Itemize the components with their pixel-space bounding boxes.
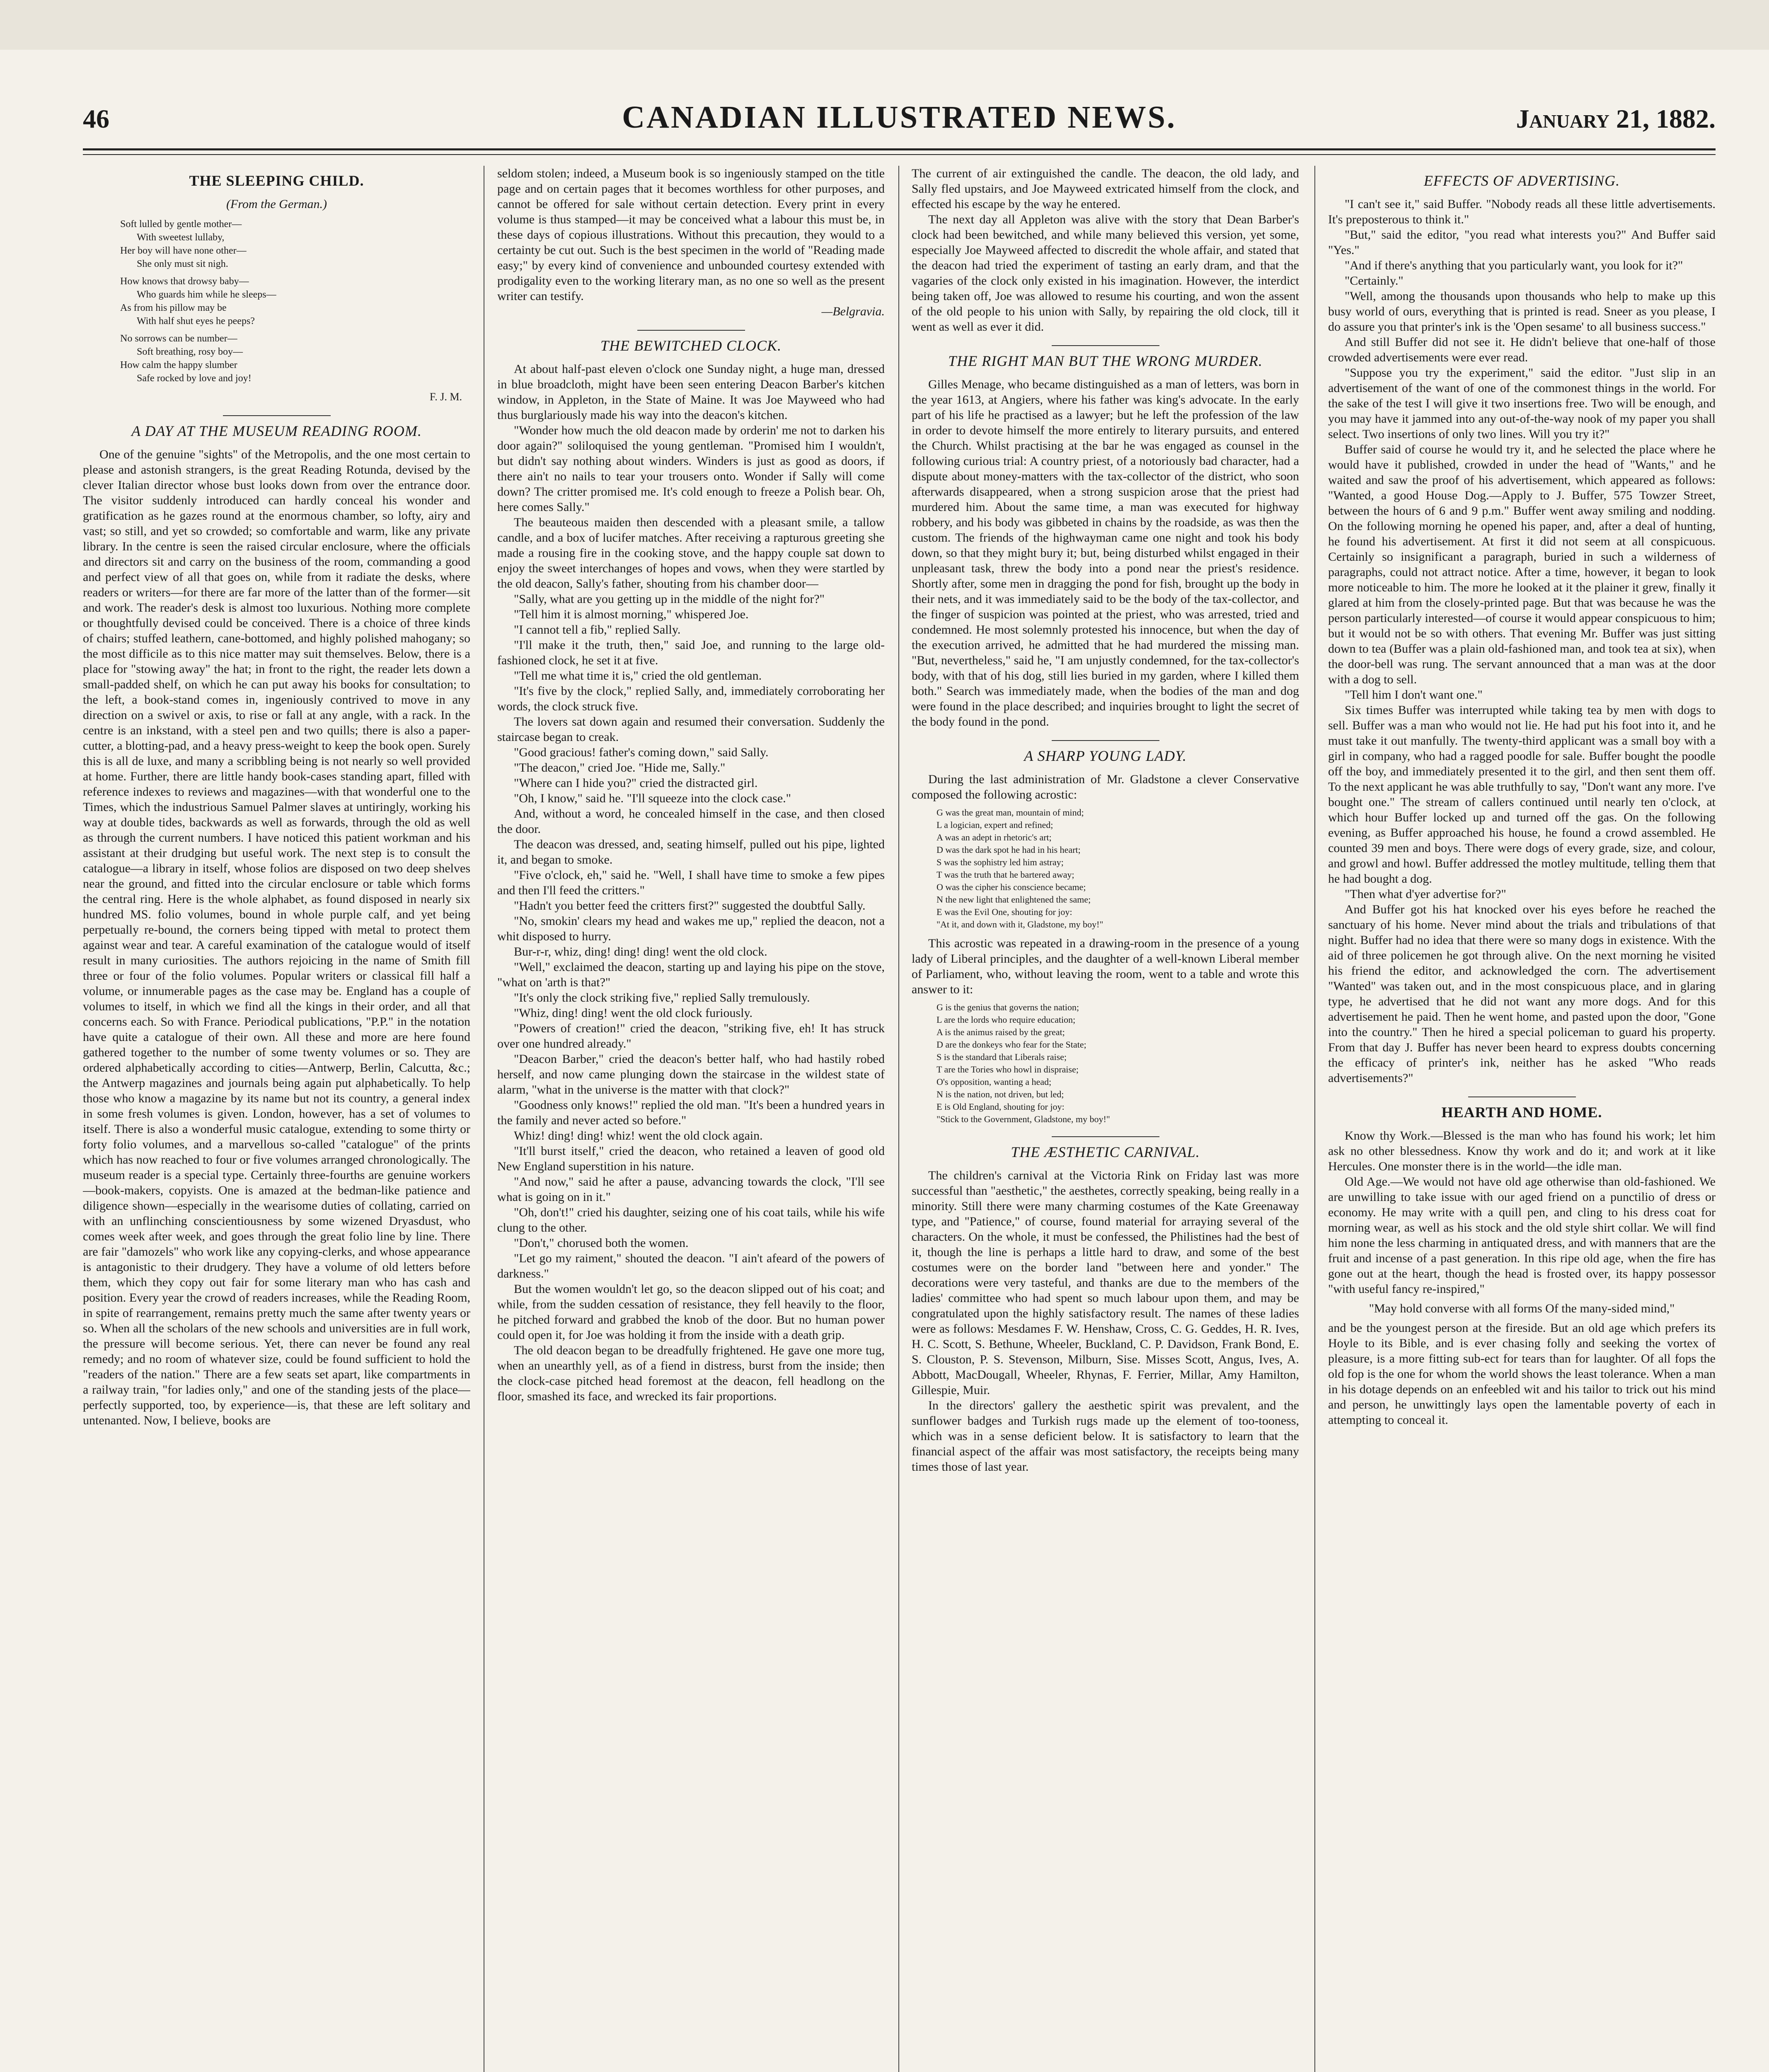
article-paragraph: This acrostic was repeated in a drawing-room in the presence of a young lady of Liberal principles, and the daughter of a well-known Liberal member of Parliament, who, without leaving the room, went to a table and wrote this answer to it: <box>912 937 1299 996</box>
poem-line: With half shut eyes he peeps? <box>137 316 255 327</box>
acrostic-line: E was the Evil One, shouting for joy: <box>937 907 1072 917</box>
poem-source: (From the German.) <box>226 197 327 211</box>
article-paragraph: Old Age.—We would not have old age otherwise than old-fashioned. We are unwilling to take issue with our aged friend on a punctilio of dress or economy. He may write with a quill pen, and cling to his dress coat for morning wear, as well as his stock and the old style shirt collar. We will find him none the less charming in antiquated dress, and with manners that are the fruit and incense of a past generation. In this ripe old age, when the fire has gone out at the heart, though the head is frosted over, its happy possessor "with useful fancy re-inspired," <box>1328 1175 1716 1296</box>
poem-line: As from his pillow may be <box>120 303 227 313</box>
article-paragraph: "Then what d'yer advertise for?" <box>1345 887 1506 901</box>
page-number: 46 <box>83 104 109 133</box>
poem-line: No sorrows can be number— <box>120 333 237 344</box>
column-divider-3 <box>1314 166 1315 2072</box>
article-credit: —Belgravia. <box>821 305 885 318</box>
article-paragraph: "Certainly." <box>1345 274 1404 288</box>
article-paragraph: "Tell me what time it is," cried the old gentleman. <box>514 669 762 683</box>
article-paragraph: "Whiz, ding! ding! went the old clock furiously. <box>514 1006 753 1020</box>
article-paragraph: "Deacon Barber," cried the deacon's better half, who had hastily robed herself, and now came plunging down the staircase in the wildest state of alarm, "what in the universe is the matter with that clock?" <box>497 1052 885 1097</box>
article-title: THE BEWITCHED CLOCK. <box>600 337 782 354</box>
acrostic-line: N the new light that enlightened the same; <box>937 894 1091 905</box>
article-paragraph: and be the youngest person at the fireside. But an old age which prefers its Hoyle to its Bible, and is ever chasing folly and seeking the vortex of pleasure, is a more fitting sub-ect for tears than for laughter. Of all fops the old fop is the one for whom the world shows the least tolerance. When a man in his dotage depends on an enfeebled wit and his tailor to trick out his mind and person, he unwittingly lays open the lamentable poverty of each in attempting to conceal it. <box>1328 1321 1716 1427</box>
article-separator <box>1052 345 1159 346</box>
article-paragraph: The old deacon began to be dreadfully frightened. He gave one more tug, when an unearthly yell, as of a fiend in distress, burst from the inside; then the clock-case pitched head foremost at the deacon, fell headlong on the floor, smashed its face, and wrecked its fair proportions. <box>497 1343 885 1403</box>
article-paragraph: "And if there's anything that you particularly want, you look for it?" <box>1345 259 1683 272</box>
article-paragraph: "No, smokin' clears my head and wakes me up," replied the deacon, not a whit disposed to hurry. <box>497 914 885 943</box>
article-paragraph: "Good gracious! father's coming down," said Sally. <box>514 746 769 759</box>
article-paragraph: "I'll make it the truth, then," said Joe, and running to the large old-fashioned clock, he set it at five. <box>497 638 885 667</box>
article-title: A DAY AT THE MUSEUM READING ROOM. <box>131 423 422 439</box>
article-paragraph: And Buffer got his hat knocked over his eyes before he reached the sanctuary of his home. Never mind about the trials and tribulations of that night. Buffer had no idea that there were so many dogs in existence. With the aid of three policemen he got through alive. On the next morning he visited his friend the editor, and acknowledged the corn. The advertisement "Wanted" was taken out, and in the most conspicuous place, and in glaring type, he advertised that he did not want any more dogs. And for this advertisement he paid. Then he went home, and pasted upon the door, "Gone into the country." Then he hired a special policeman to guard his property. From that day J. Buffer has never been heard to express doubts concerning the efficacy of printer's ink, neither has he asked "Who reads advertisements?" <box>1328 903 1716 1085</box>
poem-line: How calm the happy slumber <box>120 360 237 370</box>
article-separator <box>1052 1136 1159 1137</box>
poem-line: With sweetest lullaby, <box>137 232 225 243</box>
article-paragraph: "Five o'clock, eh," said he. "Well, I shall have time to smoke a few pipes and then I'll feed the critters." <box>497 868 885 897</box>
acrostic-line: N is the nation, not driven, but led; <box>937 1089 1064 1099</box>
masthead: CANADIAN ILLUSTRATED NEWS. <box>622 100 1176 135</box>
article-title: A SHARP YOUNG LADY. <box>1024 748 1187 764</box>
column-1 <box>83 166 470 2072</box>
article-paragraph: Buffer said of course he would try it, and he selected the place where he would have it published, crowded in under the head of "Wants," and he waited and saw the proof of his advertisement, which appeared as follows: "Wanted, a good House Dog.—Apply to J. Buffer, 575 Towzer Street, between the hours of 6 and 9 p.m." Buffer went away smiling and nodding. On the following morning he opened his paper, and, after a deal of hunting, he found his advertisement. At first it did not seem at all conspicuous. Certainly so insignificant a paragraph, buried in such a wilderness of paragraphs, could not attract notice. After a time, however, it began to look more noticeable to him. The more he looked at it the plainer it grew, finally it glared at him from the closely-printed page. But that was because he was the person particularly interested—of course it would appear conspicuous to him; but it would not be so with others. That evening Mr. Buffer was just sitting down to tea (Buffer was a plain old-fashioned man, and took tea at six), when the door-bell was rung. The servant announced that a man was at the door with a dog to sell. <box>1328 443 1716 686</box>
article-paragraph: "Tell him I don't want one." <box>1345 688 1483 702</box>
acrostic-line: "Stick to the Government, Gladstone, my boy!" <box>937 1114 1110 1124</box>
column-2 <box>497 166 885 2072</box>
acrostic-line: A is the animus raised by the great; <box>937 1027 1065 1037</box>
quoted-verse: "May hold converse with all forms Of the many-sided mind," <box>1369 1302 1675 1315</box>
article-separator <box>223 415 331 416</box>
header-rule <box>83 148 1716 150</box>
article-paragraph: And still Buffer did not see it. He didn't believe that one-half of those crowded advertisements were ever read. <box>1328 335 1716 364</box>
article-paragraph: "Let go my raiment," shouted the deacon. "I ain't afeard of the powers of darkness." <box>497 1251 885 1280</box>
article-paragraph: Know thy Work.—Blessed is the man who has found his work; let him ask no other blessedness. Know thy work and do it; and work at it like Hercules. One monster there is in the world—the idle man. <box>1328 1129 1716 1173</box>
article-paragraph: "It'll burst itself," cried the deacon, who retained a leaven of good old New England superstition in his nature. <box>497 1144 885 1173</box>
acrostic-line: O's opposition, wanting a head; <box>937 1077 1052 1087</box>
article-paragraph: "Well," exclaimed the deacon, starting up and laying his pipe on the stove, "what on 'arth is that?" <box>497 960 885 989</box>
article-paragraph: "I can't see it," said Buffer. "Nobody reads all these little advertisements. It's preposterous to think it." <box>1328 197 1716 226</box>
article-paragraph: Whiz! ding! ding! whiz! went the old clock again. <box>514 1129 763 1143</box>
article-paragraph: "It's only the clock striking five," replied Sally tremulously. <box>514 991 810 1005</box>
article-paragraph: "I cannot tell a fib," replied Sally. <box>514 623 681 637</box>
poem-title: THE SLEEPING CHILD. <box>189 172 364 189</box>
article-paragraph: But the women wouldn't let go, so the deacon slipped out of his coat; and while, from the sudden cessation of resistance, they fell heavily to the floor, he pitched forward and grabbed the knob of the door. But no human power could open it, for Joe was holding it from the inside with a death grip. <box>497 1282 885 1342</box>
poem-line: Who guards him while he sleeps— <box>137 289 276 300</box>
article-paragraph: "Suppose you try the experiment," said the editor. "Just slip in an advertisement of the want of one of the commonest things in the world. For the sake of the test I will give it two insertions free. Two will be enough, and you may have it jammed into any out-of-the-way nook of my paper you shall select. Two insertions of only two lines. Will you try it?" <box>1328 366 1716 441</box>
article-paragraph: The deacon was dressed, and, seating himself, pulled out his pipe, lighted it, and began to smoke. <box>497 838 885 867</box>
article-title: EFFECTS OF ADVERTISING. <box>1423 172 1620 189</box>
article-title: HEARTH AND HOME. <box>1441 1104 1602 1121</box>
article-paragraph: "Wonder how much the old deacon made by orderin' me not to darken his door again?" soliloquised the young gentleman. "Promised him I wouldn't, but didn't say nothing about winders. Winders is just as good as doors, if there ain't no nails to tear your trousers onto. Wonder if Sally will come down? The critter promised me. It's cold enough to freeze a Polish bear. Oh, here comes Sally." <box>497 424 885 514</box>
article-paragraph: The children's carnival at the Victoria Rink on Friday last was more successful than "aesthetic," the aesthetes, correctly speaking, being really in a minority. Still there were many charming costumes of the Kate Greenaway type, and "Patience," of course, found material for arraying several of the characters. On the whole, it must be confessed, the Philistines had the best of it, though the line is perhaps a little hard to draw, and some of the best costumes were on the border land "between here and yonder." The decorations were very tasteful, and thanks are due to the members of the ladies' committee who had spent so much labour upon them, and may be congratulated upon the highly satisfactory result. The names of these ladies were as follows: Mesdames F. W. Henshaw, Cross, C. G. Geddes, H. R. Ives, H. C. Scott, S. Bethune, Wheeler, Buckland, C. P. Davidson, Frank Bond, E. S. Clouston, P. S. Stevenson, Milburn, Sise. Misses Scott, Angus, Ives, A. Abbott, MacDougall, Wheeler, Rhynas, F. Ferrier, Millar, Amy Hamilton, Gillespie, Muir. <box>912 1169 1299 1397</box>
poem-line: How knows that drowsy baby— <box>120 276 249 287</box>
article-separator <box>637 330 745 331</box>
poem-line: Safe rocked by love and joy! <box>137 373 252 384</box>
acrostic-line: L a logician, expert and refined; <box>937 820 1053 830</box>
acrostic-line: "At it, and down with it, Gladstone, my boy!" <box>937 919 1104 929</box>
acrostic-line: T was the truth that he bartered away; <box>937 869 1074 880</box>
acrostic-line: T are the Tories who howl in dispraise; <box>937 1064 1079 1075</box>
article-title: THE ÆSTHETIC CARNIVAL. <box>1011 1144 1200 1160</box>
article-paragraph: And, without a word, he concealed himself in the case, and then closed the door. <box>497 807 885 836</box>
article-paragraph: One of the genuine "sights" of the Metropolis, and the one most certain to please and astonish strangers, is the great Reading Rotunda, devised by the clever Italian director whose bust looks down from over the entrance door. The visitor suddenly introduced can hardly conceal his wonder and gratification as he gazes round at the enormous chamber, so lofty, airy and vast; so still, and yet so crowded; so comfortable and warm, like any private library. In the centre is seen the raised circular enclosure, where the officials and directors sit and carry on the business of the room, commanding a good and perfect view of all that goes on, while from it radiate the desks, where readers or writers—for there are far more of the latter than of the former—sit and work. The reader's desk is almost too luxurious. Nothing more complete or thoughtfully devised could be conceived. There is a choice of three kinds of chairs; stuffed leathern, cane-bottomed, and highly polished mahogany; so the most difficile as to this nice matter may suit themselves. Below, there is a place for "stowing away" the hat; in front to the right, the reader lets down a small-padded shelf, on which he can put away his books for consultation; to the left, a book-stand comes in, ingeniously contrived to move in any direction on a swivel or axis, to rise or fall at any angle, with a rack. In the centre is an inkstand, with a steel pen and two quills; there is also a paper-cutter, a blotting-pad, and a heavy press-weight to keep the book open. Surely this is all de luxe, and many a scribbling being is not nearly so well provided at home. Further, there are little handy book-cases standing apart, filled with reference indexes to reviews and magazines—with that wonderful one to the Times, which the industrious Samuel Palmer slaves at untiringly, working his way at double tides, backwards as well as forwards, through the old as well as through the current numbers. I have noticed this patient workman and his assistant at their drudging but useful work. The next step is to consult the catalogue—a library in itself, whose folios are disposed on two deep shelves near the ground, and fitted into the circular enclosure or table which forms the central ring. Here is the whole alphabet, as found disposed in nearly six hundred MS. folio volumes, bound in whole purple calf, and yet being perpetually re-bound, the corners being tipped with metal to protect them against wear and tear. A careful examination of the catalogue would of itself result in many curiosities. The authors rejoicing in the name of Smith fill three or four of the folio volumes. Popular writers or classical fill half a volume, or innumerable pages as the case may be. England has a couple of volumes to itself, in which we find all the kings in their order, and all that concerns each. So with France. Periodical publications, "P.P." in the notation have quite a catalogue of their own. All these and more are here found gathered together to the number of some twenty volumes or so. They are ordered alphabetically according to cities—Antwerp, Berlin, Calcutta, &c.; the Antwerp magazines and journals being again put alphabetically. To help those who know a magazine by its name but not its country, a general index in some fresh volumes is given. London, however, has a set of volumes to itself. There is also a wonderful music catalogue, extending to some thirty or forty folio volumes, and a marvellous so-called "catalogue" of the prints which has now reached to four or five volumes arranged chronologically. The museum reader is a special type. Certainly three-fourths are genuine workers—book-makers, copyists. One is amazed at the bedman-like patience and diligence shown—especially in the wearisome duties of collating, carried on with an unflinching conscientiousness by some wizened Dryasdust, who comes week after week, and goes through the great folio line by line. There are fair "damozels" who work like any copying-clerks, and whose appearance is antagonistic to their drudgery. They have a volume of old letters before them, which they copy out fair for some literary man who has cash and position. Every year the crowd of readers increases, while the Reading Room, in spite of rearrangement, remains pretty much the same after twenty years or so. When all the scholars of the new schools and universities are in full work, the pressure will become serious. Yet, there can never be found any real remedy; and no room of whatever size, could be found sufficient to hold the "readers of the nation." There are a few seats set apart, like compartments in a railway train, "for ladies only," and one of the standing jests of the place—perfectly supported, too, by experience—is, that these are left solitary and untenanted. Now, I believe, books are <box>83 448 470 1427</box>
article-paragraph: During the last administration of Mr. Gladstone a clever Conservative composed the following acrostic: <box>912 772 1299 801</box>
article-paragraph: "Oh, don't!" cried his daughter, seizing one of his coat tails, while his wife clung to the other. <box>497 1205 885 1234</box>
article-paragraph: At about half-past eleven o'clock one Sunday night, a huge man, dressed in blue broadcloth, might have been seen entering Deacon Barber's kitchen window, in Appleton, in the State of Maine. It was Joe Mayweed who had thus burglariously made his way into the deacon's kitchen. <box>497 362 885 422</box>
article-continuation: The current of air extinguished the candle. The deacon, the old lady, and Sally fled upstairs, and Joe Mayweed extricated himself from the clock, and effected his escape by the way he entered. <box>912 167 1299 211</box>
article-paragraph: "Sally, what are you getting up in the middle of the night for?" <box>514 592 825 606</box>
article-separator <box>1052 740 1159 741</box>
acrostic-line: G is the genius that governs the nation; <box>937 1002 1079 1012</box>
page-edge-shadow-top <box>0 0 1769 50</box>
article-paragraph: Bur-r-r, whiz, ding! ding! ding! went the old clock. <box>514 945 767 959</box>
poem-line: She only must sit nigh. <box>137 259 228 269</box>
article-paragraph: Six times Buffer was interrupted while taking tea by men with dogs to sell. Buffer was a man who would not lie. He had put his foot into it, and he must take it out manfully. The twenty-third applicant was a small boy with a girl in company, who had a ragged poodle for sale. Buffer bought the poodle off the boy, and immediately presented it to the girl, and then sent them off. To the next applicant he was able truthfully to say, "Don't want any more. I've bought one." The stream of callers continued until nearly ten o'clock, at which hour Buffer locked up and turned off the gas. On the following evening, as Buffer approached his house, he found a crowd assembled. He counted 39 men and boys. There were dogs of every grade, size, and colour, and growl and howl. Buffer addressed the motley multitude, telling them that he had bought a dog. <box>1328 703 1716 886</box>
article-paragraph: "Where can I hide you?" cried the distracted girl. <box>514 776 758 790</box>
article-paragraph: The next day all Appleton was alive with the story that Dean Barber's clock had been bewitched, and while many believed this version, yet some, especially Joe Mayweed affected to discredit the whole affair, and stated that the deacon had tried the experiment of tasting an early dram, and that the vagaries of the clock only existed in his imagination. However, the interdict being taken off, Joe was allowed to resume his courting, and won the assent of the old people to his union with Sally, by repairing the old clock, till it went as well as ever it did. <box>912 213 1299 334</box>
article-paragraph: The beauteous maiden then descended with a pleasant smile, a tallow candle, and a box of lucifer matches. After receiving a rapturous greeting she made a rousing fire in the cooking stove, and the happy couple sat down to enjoy the sweet interchanges of hopes and vows, when they were startled by the old deacon, Sally's father, shouting from his chamber door— <box>497 516 885 591</box>
acrostic-line: E is Old England, shouting for joy: <box>937 1101 1065 1112</box>
poem-line: Soft lulled by gentle mother— <box>120 219 242 230</box>
acrostic-line: D was the dark spot he had in his heart; <box>937 845 1081 855</box>
newspaper-page <box>83 91 1716 2072</box>
acrostic-line: A was an adept in rhetoric's art; <box>937 832 1052 842</box>
poem-stanza-1 <box>120 218 470 271</box>
poem-stanza-3 <box>120 332 470 385</box>
poem-stanza-2 <box>120 275 470 328</box>
acrostic-line: L are the lords who require education; <box>937 1014 1076 1025</box>
article-paragraph: "Oh, I know," said he. "I'll squeeze into the clock case." <box>514 792 791 805</box>
article-paragraph: "It's five by the clock," replied Sally, and, immediately corroborating her words, the clock struck five. <box>497 684 885 713</box>
poem-line: Her boy will have none other— <box>120 245 247 256</box>
acrostic-line: S was the sophistry led him astray; <box>937 857 1064 867</box>
article-paragraph: Gilles Menage, who became distinguished as a man of letters, was born in the year 1613, at Angiers, where his father was king's advocate. In the early part of his life he practised as a lawyer; but he left the profession of the law in order to devote himself the more entirely to literary pursuits, and entered the Church. Whilst practising at the bar he was engaged as counsel in the following curious trial: A country priest, of a notoriously bad character, had a dispute about money-matters with the tax-collector of the district, who soon afterwards disappeared, when a strong suspicion arose that the priest had murdered him. About the same time, a man was executed for highway robbery, and his body was gibbeted in chains by the roadside, as was then the custom. The friends of the highwayman came one night and took his body down, so that they might bury it; but, being disturbed whilst engaged in their unpleasant task, threw the body into a pond near the priest's residence. Shortly after, some men in dragging the pond for fish, brought up the body in their nets, and it was immediately said to be the body of the tax-collector, and the finger of suspicion was pointed at the priest, who was arrested, tried and condemned. He most solemnly protested his innocence, but when the day of the execution arrived, he admitted that he had murdered the missing man. "But, nevertheless," said he, "I am unjustly condemned, for the tax-collector's body, with that of his dog, still lies buried in my garden, where I killed them both." Search was immediately made, when the bodies of the man and dog were found in the place described; and inquiries brought to light the secret of the body found in the pond. <box>912 378 1299 729</box>
acrostic-line: O was the cipher his conscience became; <box>937 882 1086 892</box>
article-paragraph: "Tell him it is almost morning," whispered Joe. <box>514 608 749 621</box>
issue-date: January 21, 1882. <box>1516 104 1716 133</box>
acrostic-liberal <box>937 1001 1299 1126</box>
article-paragraph: "Well, among the thousands upon thousands who help to make up this busy world of ours, everything that is printed is read. Sneer as you please, I do assure you that printer's ink is the 'Open sesame' to all business success." <box>1328 289 1716 334</box>
column-3 <box>912 166 1299 2072</box>
acrostic-conservative <box>937 806 1299 931</box>
column-divider-2 <box>898 166 899 2072</box>
poem-signature: F. J. M. <box>429 391 462 403</box>
poem-line: Soft breathing, rosy boy— <box>137 346 243 357</box>
article-paragraph: "But," said the editor, "you read what interests you?" And Buffer said "Yes." <box>1328 228 1716 257</box>
article-paragraph: The lovers sat down again and resumed their conversation. Suddenly the staircase began to creak. <box>497 715 885 744</box>
page-header <box>83 91 1716 153</box>
acrostic-line: D are the donkeys who fear for the State; <box>937 1039 1087 1050</box>
acrostic-line: S is the standard that Liberals raise; <box>937 1052 1067 1062</box>
article-continuation: seldom stolen; indeed, a Museum book is so ingeniously stamped on the title page and on certain pages that it becomes worthless for other purposes, and cannot be offered for sale without certain detection. Every print in every volume is thus stamped—it may be conceived what a labour this must be, in these days of copious illustrations. Without this precaution, they would to a certainty be cut out. Such is the best specimen in the world of "Reading made easy;" by every kind of convenience and unbounded courtesy extended with prodigality even to the working literary man, as no one so well as the present writer can testify. <box>497 167 885 303</box>
article-paragraph: In the directors' gallery the aesthetic spirit was prevalent, and the sunflower badges and Turkish rugs made up the element of too-tooness, which was in a sense deficient below. It is satisfactory to learn that the financial aspect of the affair was most satisfactory, the receipts being many times those of last year. <box>912 1399 1299 1474</box>
article-paragraph: "Don't," chorused both the women. <box>514 1236 689 1250</box>
acrostic-line: G was the great man, mountain of mind; <box>937 807 1084 818</box>
article-paragraph: "Powers of creation!" cried the deacon, "striking five, eh! It has struck over one hundred already." <box>497 1021 885 1051</box>
article-title: THE RIGHT MAN BUT THE WRONG MURDER. <box>948 353 1263 369</box>
article-paragraph: "Hadn't you better feed the critters first?" suggested the doubtful Sally. <box>514 899 866 913</box>
article-paragraph: "Goodness only knows!" replied the old man. "It's been a hundred years in the family and never acted so before." <box>497 1098 885 1127</box>
header-rule-thin <box>83 154 1716 155</box>
column-4 <box>1328 166 1716 2072</box>
article-paragraph: "The deacon," cried Joe. "Hide me, Sally." <box>514 761 726 775</box>
article-paragraph: "And now," said he after a pause, advancing towards the clock, "I'll see what is going on in it." <box>497 1175 885 1204</box>
